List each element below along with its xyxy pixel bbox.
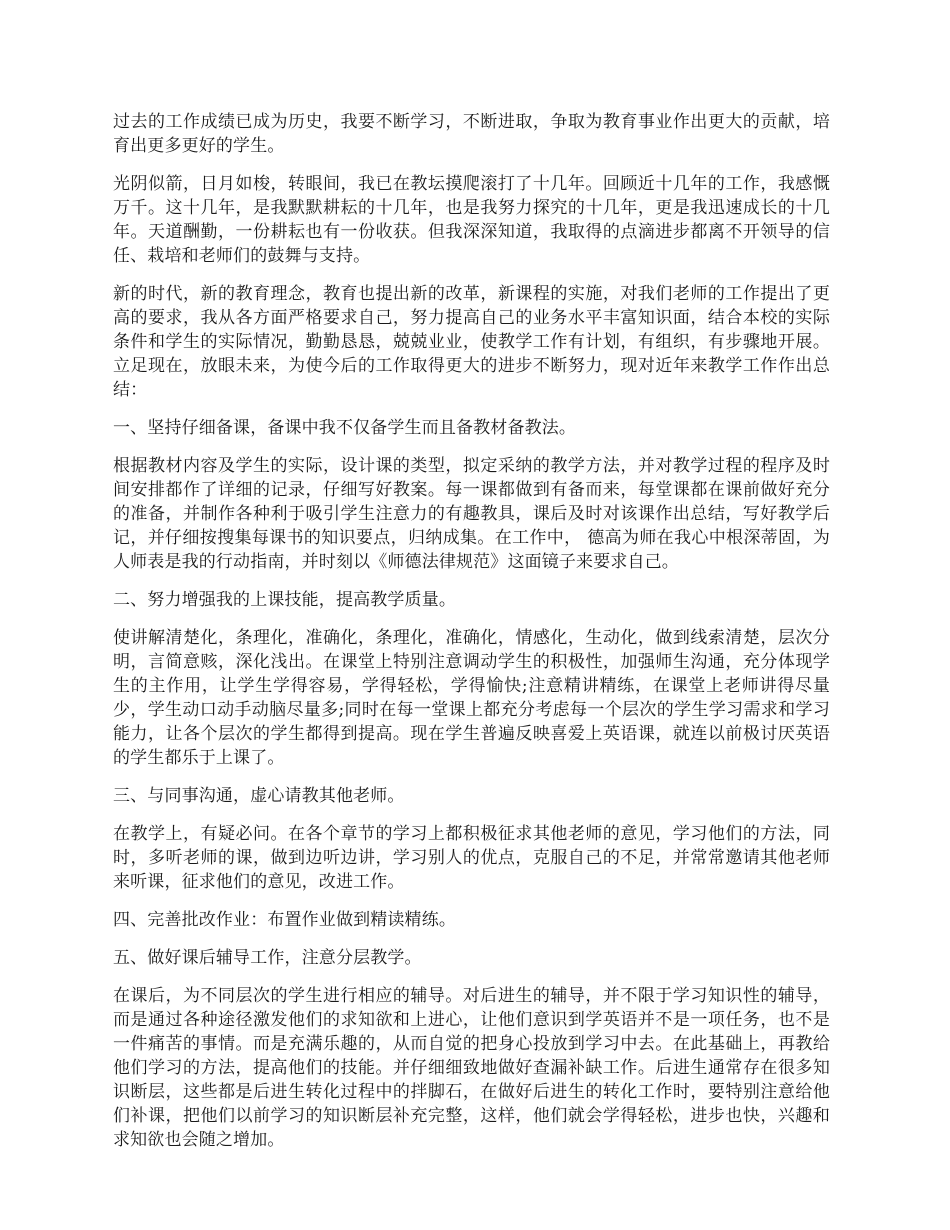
paragraph-reflection: 光阴似箭，日月如梭，转眼间，我已在教坛摸爬滚打了十几年。回顾近十几年的工作，我感慨万千。这十几年，是我默默耕耘的十几年，也是我努力探究的十几年，更是我迅速成长的十几年。天道酬勤，一份耕耘也有一份收获。但我深深知道，我取得的点滴进步都离不开领导的信任、栽培和老师们的鼓舞与支持。 — [113, 174, 830, 266]
section-heading-4: 四、完善批改作业：布置作业做到精读精练。 — [113, 910, 456, 930]
paragraph-tutoring: 在课后，为不同层次的学生进行相应的辅导。对后进生的辅导，并不限于学习知识性的辅导，而是通过各种途径激发他们的求知欲和上进心，让他们意识到学英语并不是一项任务，也不是一件痛苦的事情。而是充满乐趣的，从而自觉的把身心投放到学习中去。在此基础上，再教给他们学习的方法，提高他们的技能。并仔细细致地做好查漏补缺工作。后进生通常存在很多知识断层，这些都是后进生转化过程中的拌脚石，在做好后进生的转化工作时，要特别注意给他们补课，把他们以前学习的知识断层补充完整，这样，他们就会学得轻松，进步也快，兴趣和求知欲也会随之增加。 — [113, 986, 830, 1150]
paragraph-lesson-prep: 根据教材内容及学生的实际，设计课的类型，拟定采纳的教学方法，并对教学过程的程序及时间安排都作了详细的记录，仔细写好教案。每一课都做到有备而来，每堂课都在课前做好充分的准备，并制作各种利于吸引学生注意力的有趣教具，课后及时对该课作出总结，写好教学后记，并仔细按搜集每课书的知识要点，归纳成集。在工作中， 德高为师在我心中根深蒂固，为人师表是我的行动指南，并时刻以《师德法律规范》这面镜子来要求自己。 — [113, 456, 830, 572]
paragraph-new-era: 新的时代，新的教育理念，教育也提出新的改革，新课程的实施，对我们老师的工作提出了更高的要求，我从各方面严格要求自己，努力提高自己的业务水平丰富知识面，结合本校的实际条件和学生的实际情况，勤勤恳恳，兢兢业业，使教学工作有计划，有组织，有步骤地开展。立足现在，放眼未来，为使今后的工作取得更大的进步不断努力，现对近年来教学工作作出总结： — [113, 284, 830, 400]
paragraph-colleagues: 在教学上，有疑必问。在各个章节的学习上都积极征求其他老师的意见，学习他们的方法，同时，多听老师的课，做到边听边讲，学习别人的优点，克服自己的不足，并常常邀请其他老师来听课，征求他们的意见，改进工作。 — [113, 824, 830, 892]
paragraph-intro: 过去的工作成绩已成为历史，我要不断学习，不断进取，争取为教育事业作出更大的贡献，培育出更多更好的学生。 — [113, 112, 830, 156]
section-heading-5: 五、做好课后辅导工作，注意分层教学。 — [113, 948, 422, 968]
section-heading-3: 三、与同事沟通，虚心请教其他老师。 — [113, 786, 405, 806]
paragraph-teaching-skill: 使讲解清楚化，条理化，准确化，条理化，准确化，情感化，生动化，做到线索清楚，层次分明，言简意赅，深化浅出。在课堂上特别注意调动学生的积极性，加强师生沟通，充分体现学生的主作用，让学生学得容易，学得轻松，学得愉快;注意精讲精练，在课堂上老师讲得尽量少，学生动口动手动脑尽量多;同时在每一堂课上都充分考虑每一个层次的学生学习需求和学习能力，让各个层次的学生都得到提高。现在学生普遍反映喜爱上英语课，就连以前极讨厌英语的学生都乐于上课了。 — [113, 628, 830, 768]
section-heading-2: 二、努力增强我的上课技能，提高教学质量。 — [113, 590, 456, 610]
section-heading-1: 一、坚持仔细备课，备课中我不仅备学生而且备教材备教法。 — [113, 418, 577, 438]
